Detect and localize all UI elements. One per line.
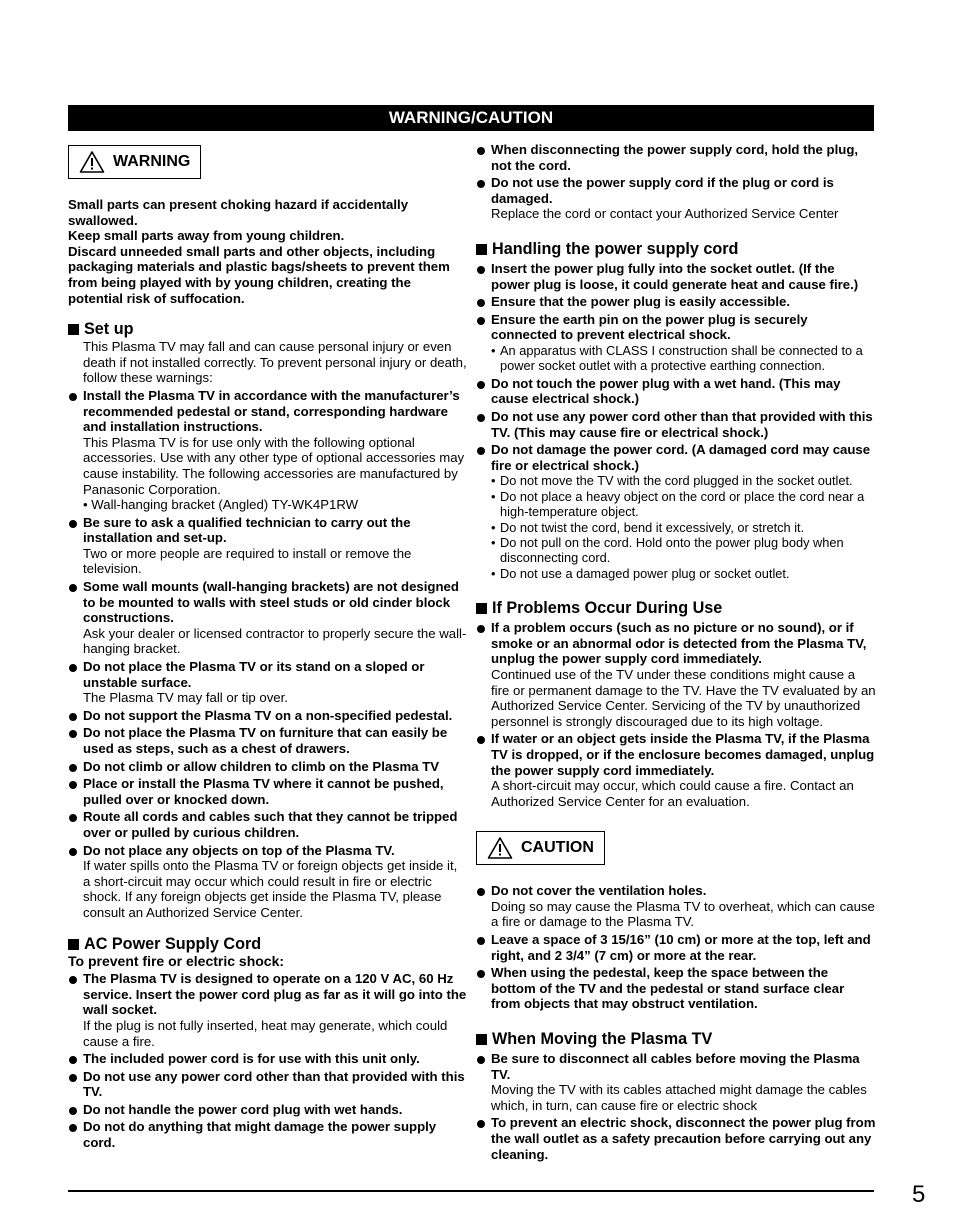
list-item-bold: Do not use any power cord other than that provided with this TV. [83, 1068, 465, 1100]
list-item [476, 409, 876, 440]
warning-box [68, 145, 201, 179]
warning-label: WARNING [113, 153, 191, 170]
list-item-bold: Do not use the power supply cord if the plug or cord is damaged. [491, 175, 834, 206]
sub-bullet [491, 489, 876, 520]
list-item-bold: Do not cover the ventilation holes. [491, 883, 707, 899]
left-column [68, 140, 468, 1151]
moving-list [476, 1051, 876, 1162]
list-item [476, 442, 876, 473]
list-item-extra: • Wall-hanging bracket (Angled) TY-WK4P1RW [83, 497, 359, 513]
list-item [476, 175, 876, 222]
sub-bullet-text: Do not move the TV with the cord plugged in the socket outlet. [500, 473, 853, 489]
list-item [68, 725, 468, 756]
list-item [68, 776, 468, 807]
list-item-bold: Do not handle the power cord plug with wet hands. [83, 1101, 403, 1117]
list-item-bold: Route all cords and cables such that they cannot be tripped over or pulled by curious children. [83, 809, 458, 840]
list-item-text: Two or more people are required to install or remove the television. [83, 545, 412, 577]
list-item-text: If water spills onto the Plasma TV or foreign objects get inside it, a short-circuit may occur which could result in fire or electric shock. If any foreign objects get inside the Plasma TV, please consult an Authorized Service Center. [83, 858, 458, 920]
caution-box [476, 831, 605, 865]
ac-list [68, 971, 468, 1151]
sub-bullet [491, 520, 876, 535]
list-item-bold: Ensure that the power plug is easily accessible. [491, 294, 791, 310]
list-item-bold: Do not climb or allow children to climb on the Plasma TV [83, 758, 440, 774]
sub-bullet [491, 473, 876, 488]
list-item-bold: Do not place the Plasma TV on furniture that can easily be used as steps, such as a chest of drawers. [83, 725, 448, 756]
moving-heading: When Moving the Plasma TV [476, 1030, 876, 1049]
list-item [476, 965, 876, 1012]
list-item-text: Continued use of the TV under these conditions might cause a fire or permanent damage to the TV. Have the TV evaluated by an Authorized Service Center. Servicing of the TV by unauthorized personnel is strongly discouraged due to its high voltage. [491, 666, 876, 729]
handling-heading: Handling the power supply cord [476, 240, 876, 259]
list-item [68, 659, 468, 706]
list-item-bold: Be sure to disconnect all cables before moving the Plasma TV. [491, 1051, 860, 1082]
list-item [476, 932, 876, 963]
sub-bullet-text: Do not pull on the cord. Hold onto the power plug body when disconnecting cord. [500, 534, 844, 566]
list-item [68, 388, 468, 513]
ac-subheading: To prevent fire or electric shock: [68, 952, 285, 969]
warning-triangle-icon [79, 150, 105, 174]
list-item-text: A short-circuit may occur, which could cause a fire. Contact an Authorized Service Center for an evaluation. [491, 778, 854, 809]
right-column [476, 140, 876, 1162]
list-item [476, 731, 876, 809]
sub-bullet [491, 566, 876, 581]
footer-rule [68, 1190, 874, 1192]
list-item-bold: To prevent an electric shock, disconnect the power plug from the wall outlet as a safety precaution before carrying out any cleaning. [491, 1115, 876, 1162]
sub-bullet-glyph: • [491, 488, 496, 504]
list-item-bold: Place or install the Plasma TV where it cannot be pushed, pulled over or knocked down. [83, 776, 444, 807]
list-item [476, 142, 876, 173]
list-item-bold: The included power cord is for use with this unit only. [83, 1051, 420, 1067]
sub-bullet-text: An apparatus with CLASS I construction shall be connected to a power socket outlet with a protective earthing connection. [500, 342, 863, 374]
list-item-bold: Some wall mounts (wall-hanging brackets) are not designed to be mounted to walls with steel studs or old cinder block constructions. [83, 579, 459, 626]
handling-list [476, 261, 876, 581]
list-item-bold: Do not place any objects on top of the Plasma TV. [83, 842, 395, 858]
section-banner: WARNING/CAUTION [68, 105, 874, 131]
choking-warning [68, 197, 468, 306]
square-bullet-icon [68, 324, 79, 335]
list-item-bold: Insert the power plug fully into the socket outlet. (If the power plug is loose, it could generate heat and cause fire.) [491, 260, 859, 292]
list-item-text: Moving the TV with its cables attached might damage the cables which, in turn, can cause fire or electric shock [491, 1082, 867, 1113]
list-item [476, 312, 876, 343]
list-item [68, 1102, 468, 1118]
list-item-bold: When disconnecting the power supply cord, hold the plug, not the cord. [491, 142, 859, 173]
list-item-bold: If water or an object gets inside the Plasma TV, if the Plasma TV is dropped, or if the enclosure becomes damaged, unplug the power supply cord immediately. [491, 731, 875, 778]
list-item-text: Ask your dealer or licensed contractor to properly secure the wall-hanging bracket. [83, 625, 467, 657]
list-item [476, 376, 876, 407]
list-item [476, 1051, 876, 1113]
list-item-bold: Do not touch the power plug with a wet hand. (This may cause electrical shock.) [491, 375, 841, 407]
list-item-text: Doing so may cause the Plasma TV to overheat, which can cause a fire or damage to the Plasma TV. [491, 898, 875, 930]
list-item [476, 620, 876, 729]
list-item [476, 261, 876, 292]
ac-heading: AC Power Supply Cord [68, 935, 468, 954]
sub-bullet-text: Do not use a damaged power plug or socket outlet. [500, 565, 790, 581]
square-bullet-icon [476, 603, 487, 614]
list-item-bold: Install the Plasma TV in accordance with the manufacturer’s recommended pedestal or stand, corresponding hardware and installation instructions. [83, 387, 460, 435]
list-item-bold: Do not support the Plasma TV on a non-specified pedestal. [83, 707, 453, 723]
list-item-bold: Ensure the earth pin on the power plug is securely connected to prevent electrical shock. [491, 311, 808, 343]
square-bullet-icon [476, 244, 487, 255]
problems-list [476, 620, 876, 809]
setup-list [68, 388, 468, 921]
list-item [476, 294, 876, 310]
list-item-bold: Do not damage the power cord. (A damaged cord may cause fire or electrical shock.) [491, 442, 871, 473]
square-bullet-icon [68, 939, 79, 950]
intro-line: Keep small parts away from young children. [68, 228, 345, 244]
list-item [68, 971, 468, 1049]
setup-intro: This Plasma TV may fall and can cause personal injury or even death if not installed correctly. To prevent personal injury or death, follow these warnings: [83, 339, 467, 386]
sub-bullet-glyph: • [491, 519, 496, 535]
intro-line: Discard unneeded small parts and other objects, including packaging materials and plastic bags/sheets to prevent them from being played with by young children, creating the potential risk of suffocation. [68, 243, 450, 306]
list-item-bold: If a problem occurs (such as no picture or no sound), or if smoke or an abnormal odor is detected from the Plasma TV, unplug the power supply cord immediately. [491, 620, 867, 667]
list-item [68, 759, 468, 775]
list-item [68, 1051, 468, 1067]
list-item-bold: When using the pedestal, keep the space between the bottom of the TV and the pedestal or stand surface clear from objects that may obstruct ventilation. [491, 965, 845, 1012]
sub-bullet [491, 343, 876, 374]
list-item-bold: Do not place the Plasma TV or its stand on a sloped or unstable surface. [83, 659, 425, 690]
list-item-bold: Leave a space of 3 15/16” (10 cm) or more at the top, left and right, and 2 3/4” (7 cm) or more at the rear. [491, 932, 871, 963]
list-item-bold: Do not do anything that might damage the power supply cord. [83, 1119, 437, 1151]
list-item-text: This Plasma TV is for use only with the following optional accessories. Use with any other type of optional accessories may cause instability. The following accessories are manufactured by Panasonic Corporation. [83, 434, 465, 497]
list-item [68, 843, 468, 921]
list-item [476, 1115, 876, 1162]
list-item [68, 579, 468, 657]
sub-bullet-glyph: • [491, 565, 496, 581]
cord-list [476, 142, 876, 222]
sub-bullet-text: Do not place a heavy object on the cord or place the cord near a high-temperature object. [500, 488, 865, 520]
list-item-bold: The Plasma TV is designed to operate on a 120 V AC, 60 Hz service. Insert the power cord plug as far as it will go into the wall socket. [83, 971, 467, 1018]
square-bullet-icon [476, 1034, 487, 1045]
list-item-bold: Be sure to ask a qualified technician to carry out the installation and set-up. [83, 514, 411, 546]
caution-list [476, 883, 876, 1012]
sub-bullet-glyph: • [491, 342, 496, 358]
sub-bullet [491, 535, 876, 566]
sub-bullet-glyph: • [491, 473, 496, 489]
warning-triangle-icon [487, 836, 513, 860]
list-item [68, 515, 468, 577]
sub-bullet-glyph: • [491, 534, 496, 550]
list-item-text: Replace the cord or contact your Authorized Service Center [491, 206, 839, 222]
list-item [68, 1069, 468, 1100]
intro-line: Small parts can present choking hazard if accidentally swallowed. [68, 197, 409, 228]
list-item [476, 883, 876, 930]
list-item [68, 809, 468, 840]
list-item-text: If the plug is not fully inserted, heat may generate, which could cause a fire. [83, 1017, 448, 1049]
list-item [68, 1119, 468, 1150]
setup-heading: Set up [68, 320, 468, 339]
list-item-bold: Do not use any power cord other than that provided with this TV. (This may cause fire or electrical shock.) [491, 408, 873, 440]
problems-heading: If Problems Occur During Use [476, 599, 876, 618]
page-number: 5 [912, 1181, 926, 1208]
caution-label: CAUTION [521, 839, 594, 857]
list-item [68, 708, 468, 724]
list-item-text: The Plasma TV may fall or tip over. [83, 690, 288, 706]
sub-bullet-text: Do not twist the cord, bend it excessively, or stretch it. [500, 519, 805, 535]
